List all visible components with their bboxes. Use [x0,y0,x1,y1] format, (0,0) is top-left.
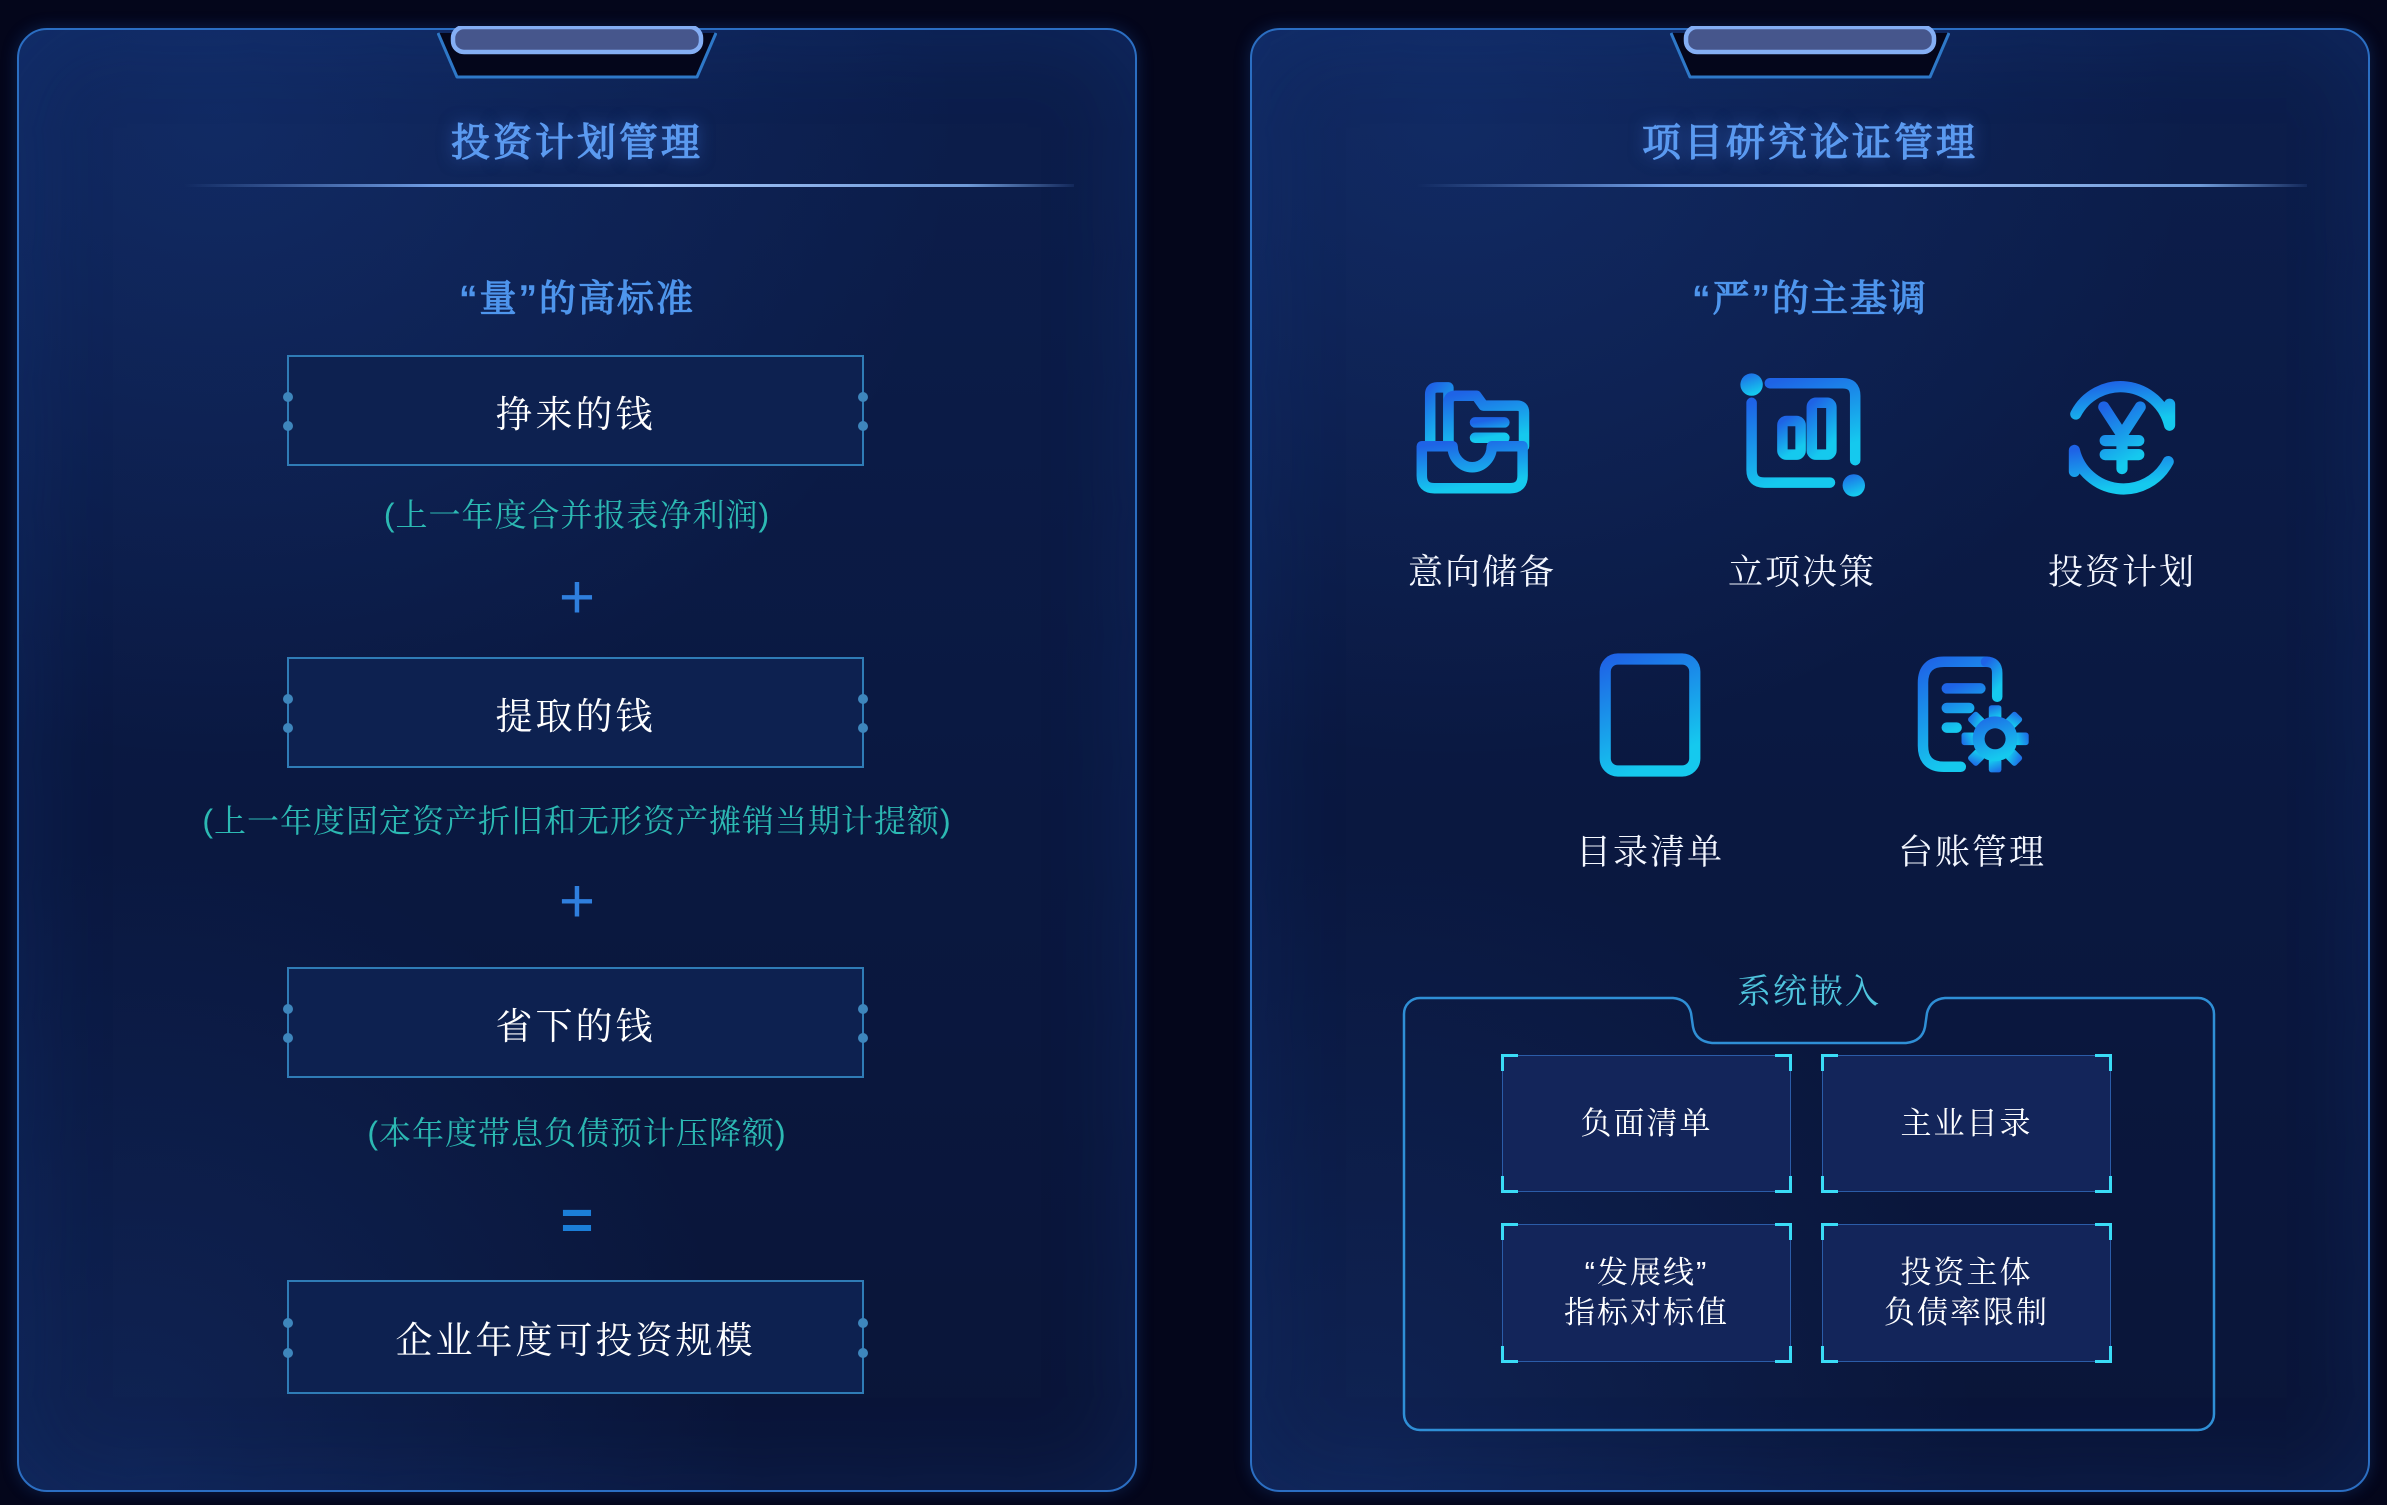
corner-bracket [2095,1054,2112,1071]
system-box-label-line2: 指标对标值 [1564,1295,1729,1330]
edge-dot [858,421,868,431]
corner-bracket [1775,1176,1792,1193]
edge-dot [283,723,293,733]
flow-box-withdrawn-money [287,657,864,768]
corner-bracket [2095,1346,2112,1363]
system-embed-section [1402,973,2216,1432]
flow-caption: (上一年度合并报表净利润) [383,497,771,533]
system-embed-label: 系统嵌入 [1737,973,1881,1011]
flow-box-saved-money [287,967,864,1078]
panel-subtitle: “量”的高标准 [459,278,695,319]
panel-top-notch-decoration [1670,26,1950,84]
plus-operator: + [558,867,596,936]
feature-label: 目录清单 [1575,833,1724,872]
corner-bracket [1775,1346,1792,1363]
edge-dot [858,1318,868,1328]
system-box-label-line1: “发展线” [1584,1255,1709,1290]
system-box-label-line1: 投资主体 [1900,1255,2033,1290]
equals-operator: = [560,1188,594,1251]
list-document-icon [1580,645,1720,785]
edge-dot [858,1033,868,1043]
corner-bracket [1775,1054,1792,1071]
title-divider [184,184,1074,187]
feature-project-approval [1662,365,1942,595]
edge-dot [283,694,293,704]
feature-catalog-list [1510,645,1790,875]
corner-bracket [1821,1176,1838,1193]
feature-label: 立项决策 [1727,553,1876,592]
system-box-negative-list [1502,1055,1791,1192]
edge-dot [858,1348,868,1358]
corner-bracket [1775,1223,1792,1240]
plus-operator: + [558,563,596,632]
edge-dot [283,1004,293,1014]
investment-plan-panel [17,28,1137,1492]
bar-chart-icon [1732,365,1872,505]
flow-box-label: 提取的钱 [495,695,656,737]
feature-label: 意向储备 [1407,553,1556,592]
flow-caption: (本年度带息负债预计压降额) [367,1115,787,1151]
system-box-main-business-catalog [1822,1055,2111,1192]
edge-dot [283,392,293,402]
corner-bracket [1501,1054,1518,1071]
corner-bracket [2095,1223,2112,1240]
edge-dot [283,1033,293,1043]
edge-dot [858,694,868,704]
project-research-panel [1250,28,2370,1492]
yen-cycle-icon [2052,365,2192,505]
corner-bracket [1501,1176,1518,1193]
edge-dot [858,1004,868,1014]
edge-dot [858,392,868,402]
corner-bracket [2095,1176,2112,1193]
panel-title: 项目研究论证管理 [1641,122,1978,165]
flow-box-annual-investable-scale [287,1280,864,1394]
corner-bracket [1821,1223,1838,1240]
corner-bracket [1501,1346,1518,1363]
flow-box-label: 企业年度可投资规模 [395,1320,756,1361]
feature-investment-plan [1982,365,2262,595]
flow-caption: (上一年度固定资产折旧和无形资产摊销当期计提额) [202,803,952,839]
archive-folder-icon [1412,365,1552,505]
system-box-development-line-benchmark [1502,1224,1791,1362]
system-box-label-line2: 负债率限制 [1884,1295,2049,1330]
flow-box-label: 省下的钱 [495,1005,656,1047]
system-box-label: 负面清单 [1580,1105,1713,1141]
feature-ledger-management [1832,645,2112,875]
corner-bracket [1821,1346,1838,1363]
feature-label: 投资计划 [2047,553,2196,592]
edge-dot [283,421,293,431]
flow-box-earned-money [287,355,864,466]
feature-intention-reserve [1342,365,1622,595]
document-gear-icon [1902,645,2042,785]
system-box-investor-debt-ratio-limit [1822,1224,2111,1362]
system-box-label: 主业目录 [1900,1105,2033,1141]
feature-label: 台账管理 [1897,833,2046,872]
panel-top-notch-decoration [437,26,717,84]
panel-subtitle: “严”的主基调 [1692,278,1928,319]
title-divider [1417,184,2307,187]
corner-bracket [1821,1054,1838,1071]
panel-title: 投资计划管理 [450,122,703,165]
corner-bracket [1501,1223,1518,1240]
edge-dot [858,723,868,733]
edge-dot [283,1318,293,1328]
flow-box-label: 挣来的钱 [495,393,656,435]
edge-dot [283,1348,293,1358]
